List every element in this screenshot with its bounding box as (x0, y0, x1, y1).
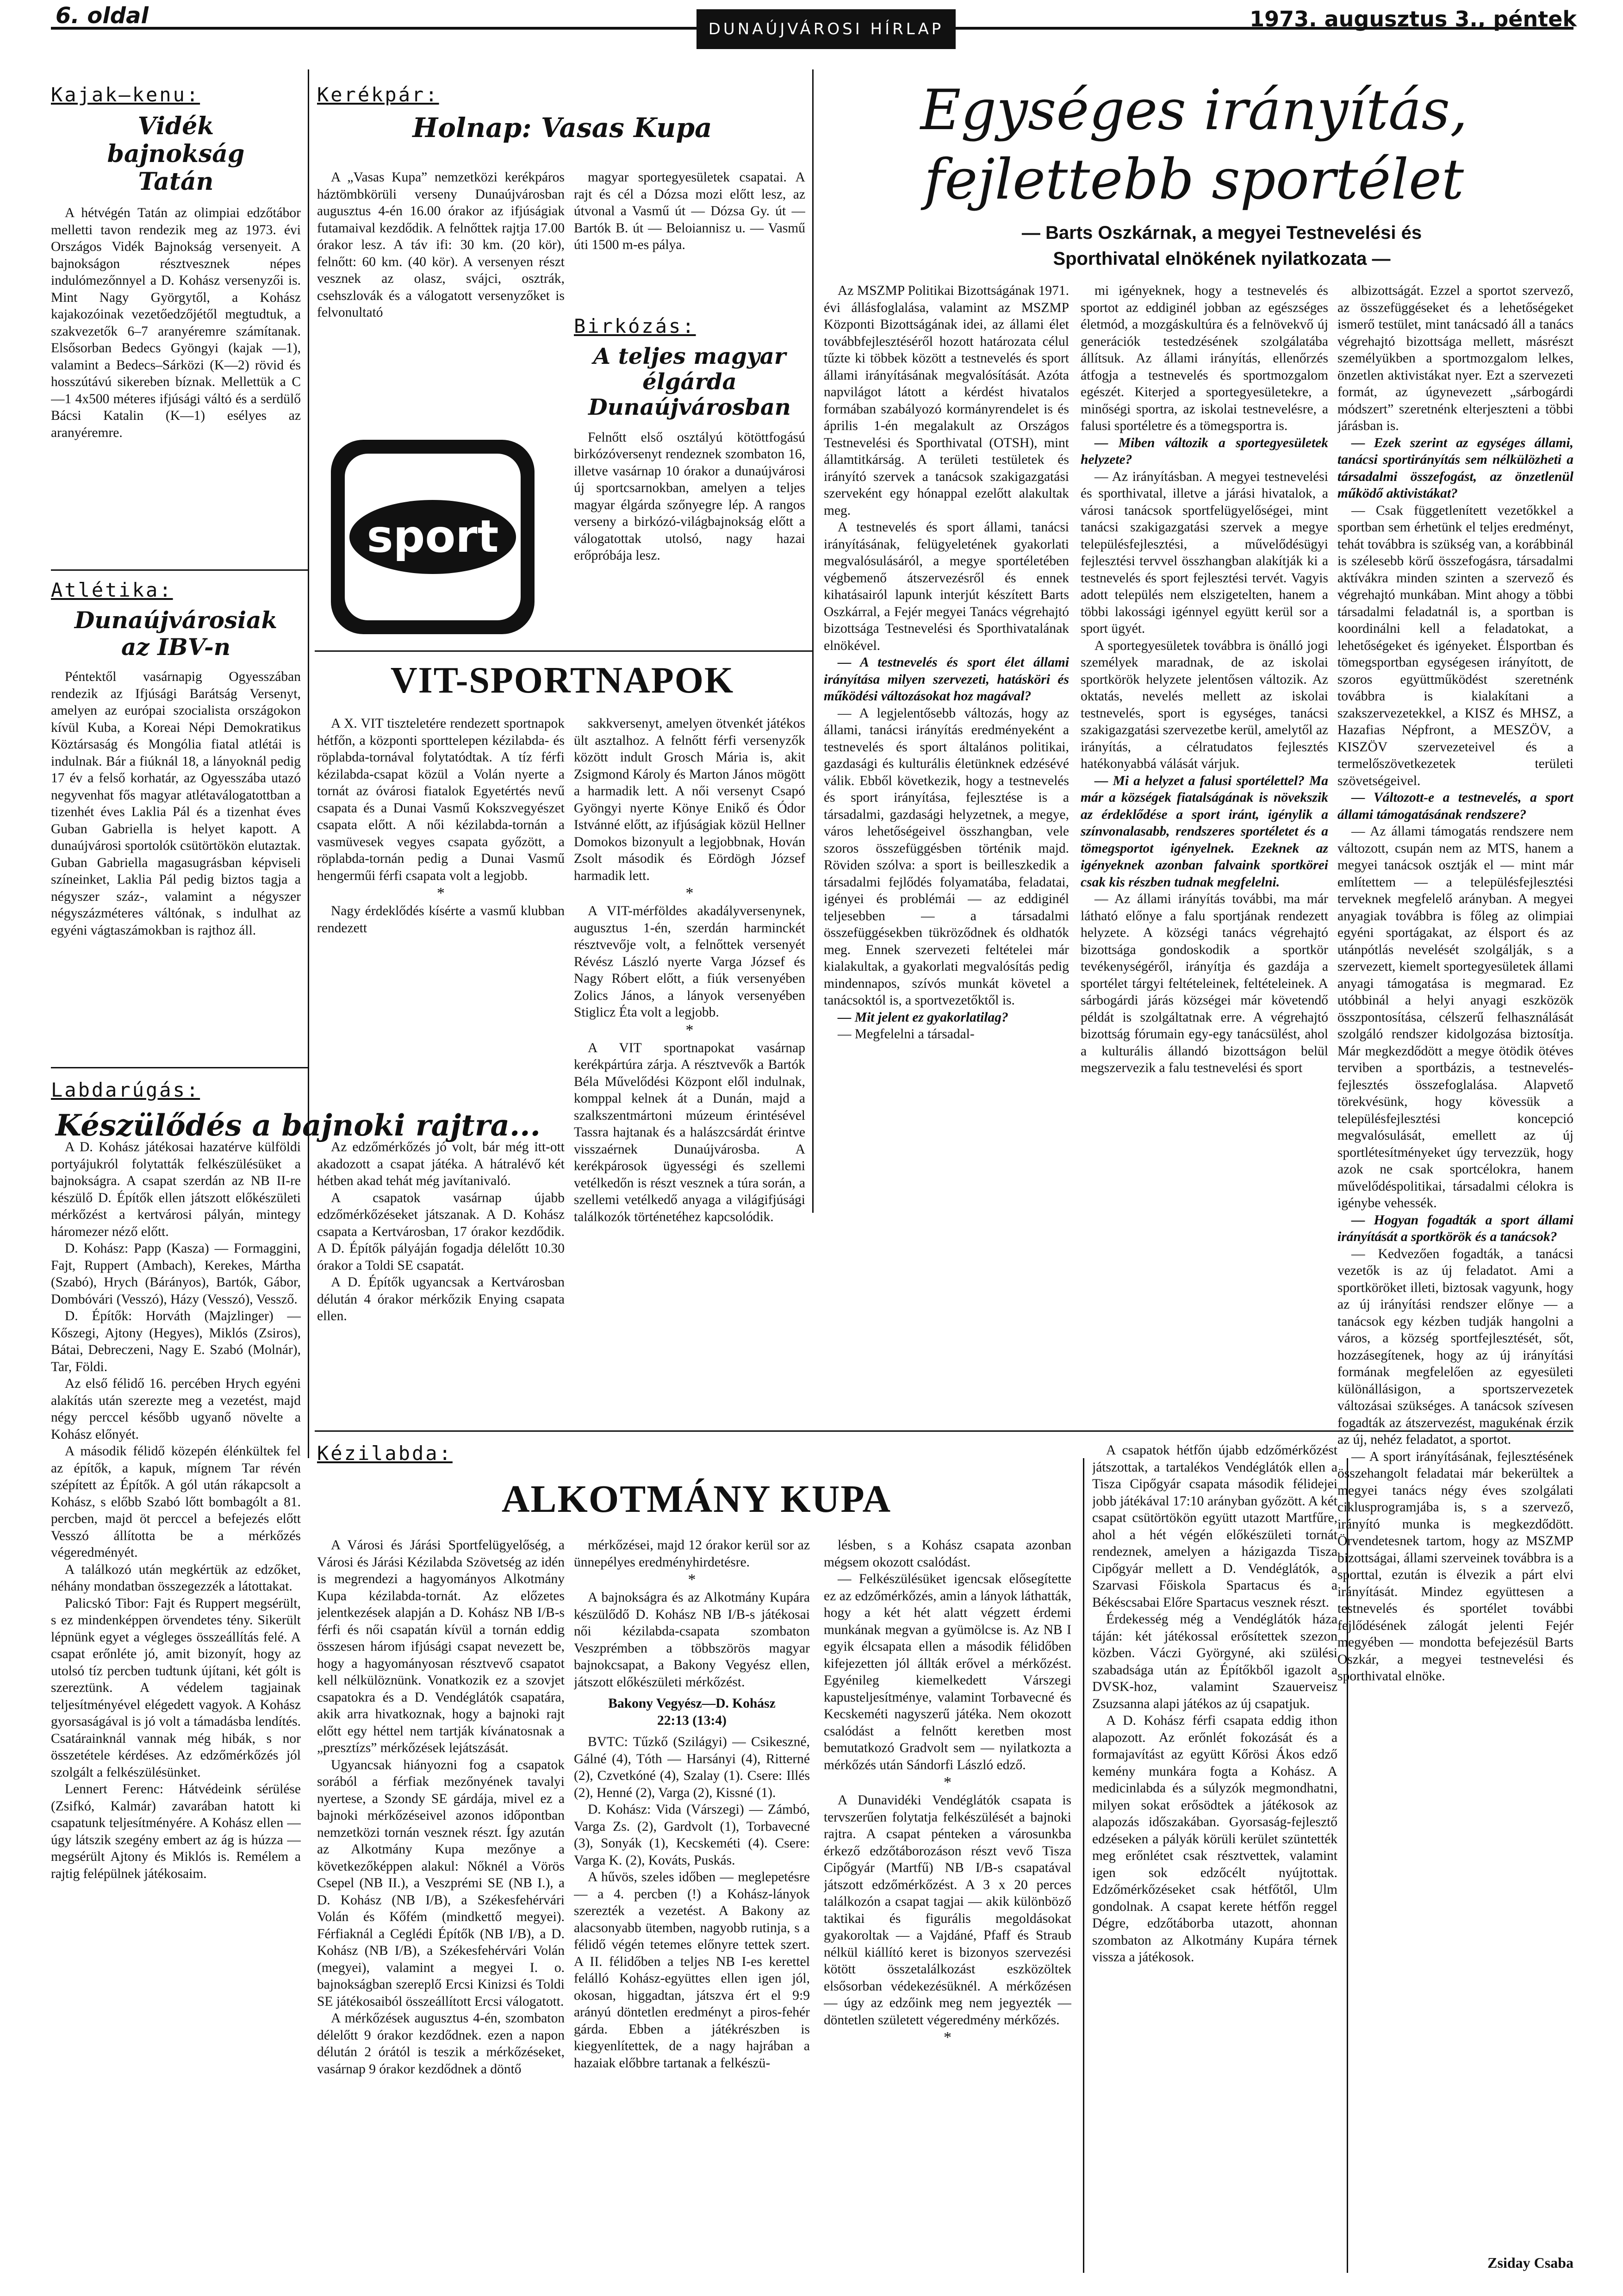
kezilabda-col2 (574, 1537, 810, 2273)
labdarugas-title: Készülődés a bajnoki rajtra... (56, 1108, 541, 1143)
paragraph: Lennert Ferenc: Hátvédeink sérülése (Zsifkó, Kalmár) zavarában hatott ki csapatunk teljesítményére. A Kohász ellen — úgy látszik szegény embert az ág is húzza — megsérült Ajtony és Miklós is. Remélem a rajtig felépülnek játékosaim. (51, 1782, 301, 1881)
question: — Mit jelent ez gyakorlatilag? (838, 1010, 1008, 1025)
paragraph: magyar sportegyesületek csapatai. A rajt és cél a Dózsa mozi előtt lesz, az útvonal a Vasmű út — Dózsa Gy. út — Bartók B. út — Beloiannisz u. — Vasmű úti 1500 m-es pálya. (574, 170, 805, 252)
question: — Miben változik a sportegyesületek helyzete? (1081, 435, 1328, 467)
column-rule (1083, 1458, 1084, 2273)
paragraph: — Kedvezően fogadták, a tanácsi vezetők is az új feladatot. Ami a sportköröket illeti, biztosak vagyunk, hogy az új irányítási rendszer előnye — a tanácsok egy kézben tudják hangolni a város, a község sportfejlesztését, sőt, hozzásegítenek, hogy az új irányítási formának megfelelően az egyesületi különállásigon, a sportszervezetek változásai szükséges. A tanácsok szívesen fogadták az átszervezést, magukénak érzik az új, nehéz feladatot, a sportot. (1337, 1246, 1573, 1447)
paragraph: A találkozó után megkértük az edzőket, néhány mondatban összegezzék a látottakat. (51, 1562, 301, 1594)
interview-subtitle: — Barts Oszkárnak, a megyei Testnevelési és Sporthivatal elnökének nyilatkozata — (1021, 223, 1422, 269)
kajak-rubric: Kajak–kenu: (51, 83, 200, 106)
paragraph: A D. Kohász férfi csapata eddig ithon alapozott. Az erőnlét fokozását és a formajavítást az együtt Kőrösi Ákos edző kemény munkára fogta a Kohász. A medicinlabda és a súlyzók megmondhatni, milyen sokat erősödtek a játékosok az alapozás időszakában. Gyorsaság-fejlesztő edzéseken a pályák körüli kerület szüntették meg erőnlétet csak résztvettek, valamint igen sok edzőcélt nyújtottak. Edzőmérkőzéseket csak hétfőtől, Ulm gondolnak. A csapat kerete hétfőn reggel Dégre, edzőtáborba utazott, ahonnan szombaton az Alkotmány Kupára térnek vissza a játékosok. (1092, 1713, 1337, 1965)
score-title: Bakony Vegyész—D. Kohász (608, 1696, 776, 1711)
birkozas-title: A teljes magyar élgárda Dunaújvárosban (588, 343, 791, 421)
paragraph: — Csak függetlenített vezetőkkel a sportban sem érhetünk el teljes eredményt, tehát továbbra is szükség van, a korábbinál is szélesebb körű összefogásra, társadalmi aktívákra minden szinten a szervező és végrehajtó munkában. Mint ahogy a többi társadalmi feladatnál is, a sportban is koordinálni kell a feladatokat, a lehetőségeket és igényeket. Élsportban és tömegsportban egységesen irányított, de szoros együttműködést szeretnénk továbbra is kialakítani a szakszervezetekkel, a KISZ és MHSZ, a Hazafias Népfront, a MESZÖV, a KISZÖV szervezeteivel és a termelőszövetkezetek területi szövetségeivel. (1337, 503, 1573, 788)
star-separator: * (688, 1571, 696, 1588)
paragraph: A VIT-mérföldes akadályversenynek, augusztus 1-én, szerdán harminckét résztvevője volt, a felnőttek versenyét Révész László nyerte Varga József és Nagy Róbert előtt, a fiúk versenyében Zolics János, a lányok versenyében Stiglicz Éta volt a legjobb. (574, 904, 805, 1020)
paragraph: — Az állami támogatás rendszere nem változott, csupán nem az MTS, hanem a megyei tanácsok osztják el — mint már említettem — a településfejlesztési terveknek megfelelő arányban. A megyei anyagiak továbbra is főleg az olimpiai egyéni sportágakat, az élsport és az utánpótlás nevelését szolgálják, s a szervezett, kiemelt sportegyesületek állami anyagi támogatása is megmarad. Ez utóbbinál a helyi anyagi eszközök összpontosítása, célszerű felhasználását szolgáló rendszer kidolgozása biztosítja. Már megkezdődött a megye ötödik ötéves terviben a sportbázis, a testnevelés-fejlesztés összefoglalása. Alapvető törekvésünk, hogy kövessük a településfejlesztési koncepció megvalósulását, emellett az új sportlétesítményeket úgy tervezzük, hogy azok ne csak sportcélokra, hanem művelődéspolitikai, társadalmi célokra is igénybe vehessék. (1337, 824, 1573, 1210)
paragraph: A csapatok hétfőn újabb edzőmérkőzést játszottak, a tartalékos Vendéglátók ellen a Tisza Cipőgyár csapata második félidejei jobb játékával 17:10 arányban győzött. A két csapat csütörtökön együtt utazott Martfűre, ahol a hét végén előkészületi tornát rendeznek, amelyen a házigazda Tisza Cipőgyár mellett a D. Vendéglátók, a Szarvasi Főiskola Spartacus és a Békéscsabai Előre Spartacus vesznek részt. (1092, 1443, 1337, 1610)
paragraph: A bajnokságra és az Alkotmány Kupára készülődő D. Kohász NB I/B-s játékosai női kézilabda-csapata szombaton Veszprémben a többszörös magyar bajnokcsapat, a Bakony Vegyész ellen, játszott előkészületi mérkőzést. (574, 1590, 810, 1690)
question: — Ezek szerint az egységes állami, tanácsi sportirányítás sem nélkülözheti a társadalmi összefogást, az önzetlenül működő aktivistákat? (1337, 435, 1573, 501)
paragraph: Palicskó Tibor: Fajt és Ruppert megsérült, s ez mindenképpen örvendetes tény. Sikerült lépnünk egyet a végleges összeállítás felé. A csapat erőnléte jó, amit bizonyít, hogy az utolsó tíz percben tudtunk újítani, két gólt is szereztünk. A védelem tagjainak teljesítményével elégedett vagyok. A Kohász gyorsaságával is jó volt a támadásba lendítés. Csatárainknál vannak még hibák, s nor összetétele kérdéses. Az edzőmérkőzés jól szolgált a felkészülésünket. (51, 1596, 301, 1780)
issue-date: 1973. augusztus 3., péntek (1250, 6, 1577, 31)
star-separator: * (944, 1774, 951, 1791)
labdarugas-col2 (317, 1139, 565, 1416)
paragraph: mi igényeknek, hogy a testnevelés és sportot az eddiginél jobban az egészséges életmód, a mozgáskultúra és a felnövekvő új generációk testedzésének szolgálatába állítsuk. Az állami irányítás, ellenőrzés átfogja a testnevelés és sportmozgalom egészét. Kiterjed a sportegyesületekre, a minőségi sportra, az iskolai testnevelésre, a falusi sportéletre és a tömegsportra is. (1081, 283, 1328, 433)
birkozas-rubric: Birkózás: (574, 315, 696, 337)
birkozas-body (574, 429, 805, 564)
paragraph: A Városi és Járási Sportfelügyelőség, a Városi és Járási Kézilabda Szövetség az idén is megrendezi a hagyományos Alkotmány Kupa kézilabda-tornát. Az előzetes jelentkezések alapján a D. Kohász NB I/B-s férfi és női csapatán kívül a tornán eddig összesen három ifjúsági csapat nevezett be, hogy a hagyományosan résztvevő csapatot kell nélkülöznünk. Vonatkozik ez a szovjet csapatokra és a D. Vendéglátók csapatára, akik arra hivatkoznak, hogy a bajnoki rajt előtt egy héttel nem tartják kívánatosnak a „presztízs” mérkőzések lejátszását. (317, 1538, 565, 1755)
paragraph: A sportegyesületek továbbra is önálló jogi személyek maradnak, de az iskolai sportkörök helyzete jelentősen változik. Az oktatás, nevelés mellett az iskolai testnevelés, sport is egységes, tanácsi szakigazgatási szervezetbe kerül, amelytől az irányítás, a célratudatos fejlesztés hatékonyabbá válását várjuk. (1081, 638, 1328, 771)
masthead: DUNAÚJVÁROSI HÍRLAP (696, 9, 956, 49)
birkozas-article (574, 315, 805, 648)
interview-title-line2: fejlettebb sportélet (924, 148, 1464, 212)
paragraph: — Az állami irányítás további, ma már látható előnye a falu sportjának rendezett helyzete. A községi tanács végrehajtó bizottsága gondoskodik a sportkör tevékenységéről, irányítja és gazdája a sportélet tárgyi feltételeinek, feltételeinek. A sárbogárdi járás községei már követendő példát is szolgáltatnak erre. A végrehajtó bizottság fórumain egy-egy tanácsülést, ahol a kulturális állandó bizottságon belül megszervezik a falu testnevelési és sport (1081, 892, 1328, 1075)
paragraph: D. Kohász: Papp (Kasza) — Formaggini, Fajt, Ruppert (Ambach), Kerekes, Mártha (Szabó), Hrych (Bárányos), Bartók, Gábor, Dombóvári (Vesszó), Házy (Vesszó), Vessző. (51, 1241, 301, 1307)
kerekpar-title: Holnap: Vasas Kupa (412, 112, 712, 144)
kezilabda-col4 (1092, 1442, 1337, 2271)
paragraph: A X. VIT tiszteletére rendezett sportnapok hétfőn, a központi sporttelepen kézilabda- és röplabda-tornával folytatódtak. A tíz férfi kézilabda-csapat közül a Volán nyerte a tornát az óvárosi fiatalok Egyetértés nevű csapata és a Dunai Vasmű Kokszvegyészet csapata előtt. A női kézilabda-tornán a vasmüvesek vegyes csapata győzött, a röplabda-tornán pedig a Dunai Vasmű hengerműi férfi csapata volt a legjobb. (317, 716, 565, 883)
vit-title: VIT-SPORTNAPOK (390, 660, 734, 701)
paragraph: — Az irányításban. A megyei testnevelési és sporthivatal, illetve a járási hivatalok, a városi tanácsok sportfelügyelőségei, mint tanácsi szakigazgatási szervek a megye településfejlesztési, a művelődésügyi fejlesztési tervvel összhangban alakítják ki a testnevelés és sport fejlesztési tervét. Vagyis adott település nem elszigetelten, hanem a többi lakossági igénnyel együtt kerül sor a sport ügyét. (1081, 469, 1328, 636)
paragraph: Az MSZMP Politikai Bizottságának 1971. évi állásfoglalása, valamint az MSZMP Központi Bizottságának idei, az állami élet továbbfejlesztéséről hozott határozata célul tűzte ki többek között a testnevelés és sport állami irányításának megvalósítását. Azóta napvilágot látott a kérdést hivatalos formában szabályozó kormányrendelet is és április 1-én megalakult az Országos Testnevelési és Sporthivatal (OTSH), mint államtitkárság. A területi testületek és irányító szervek a tanácsok szakigazgatási szerveként egy hónappal ezelőtt alakultak meg. (824, 283, 1069, 518)
question: — A testnevelés és sport élet állami irányítása milyen szervezeti, hatásköri és működési változásokat hoz magával? (824, 655, 1069, 704)
vit-col1 (317, 715, 565, 1086)
question: — Mi a helyzet a falusi sportélettel? Ma már a községek fiatalságának is növekszik az érdeklődése a sport iránt, igénylik a színvonalasabb, rendszeres sportéletet és a tömegsportot igényelnek. Ezeknek az igényeknek azonban falvaink sportkörei csak kis részben tudnak megfelelni. (1081, 773, 1328, 890)
section-rule (315, 650, 812, 652)
paragraph: — A sport irányításának, fejlesztésének összehangolt feladatai már bekerültek a megyei tanács négy éves szolgálati ciklusprogramjába is, s a szervező, irányító munka is megkezdődött. Örvendetesnek tartom, hogy az MSZMP bizottságai, állami szerveinek továbbra is a sporttal, ezután is élvezik a párt elvi irányítását. Mindez együttesen a testnevelés és sportélet további fejlődésének zálogát jelenti Fejér megyében — mondotta befejezésül Barts Oszkár, a megyei testnevelési és sporthivatal elnöke. (1337, 1449, 1573, 1684)
birkozas-text: Felnőtt első osztályú kötöttfogású birkózóversenyt rendeznek szombaton 16, illetve vasárnap 10 órakor a dunaújvárosi új sportcsarnokban, amelyen a teljes magyar élgárda szőnyegre lép. A rangos verseny a birkózó-világbajnokság előtt a válogatottak utolsó, nagy hazai erőpróbája lesz. (574, 430, 805, 563)
paragraph: D. Építők: Horváth (Majzlinger) — Kőszegi, Ajtony (Hegyes), Miklós (Zsiros), Bátai, Debreczeni, Nagy E. Szabó (Molnár), Tar, Földi. (51, 1309, 301, 1374)
kezilabda-rubric-wrap (317, 1442, 453, 1465)
paragraph: Az első félidő 16. percében Hrych egyéni alakítás után szerezte meg a vezetést, majd négy perccel később ugyanő növelte a Kohász előnyét. (51, 1376, 301, 1442)
sport-logo (326, 435, 539, 639)
interview-title-line1: Egységes irányítás, (920, 78, 1468, 143)
kerekpar-col1 (317, 169, 565, 428)
kezilabda-title: ALKOTMÁNY KUPA (501, 1478, 892, 1521)
kajak-body (51, 205, 301, 441)
kajak-text: A hétvégén Tatán az olimpiai edzőtábor melletti tavon rendezik meg az 1973. évi Országos Vidék Bajnokság versenyeit. A bajnokságon résztvesznek népes indulómezőnnyel a D. Kohász versenyzői is. Mint Nagy Györgytől, a Kohász kajakozóinak vezetőedzőjétől megtudtuk, a szakvezetők 6–7 aranyéremre számítanak. Elsősorban Bedecs Gyöngyi (kajak —1), valamint a Bedecs–Sárközi (K—2) rövid és hosszútávú sikereben bíznak. Mellettük a C—1 4x500 méteres ifjúsági váltó és a serdülő Bácsi Katalin (K—1) esélyes az aranyéremre. (51, 206, 301, 440)
kerekpar-col2 (574, 169, 805, 308)
kerekpar-rubric: Kerékpár: (317, 83, 439, 106)
paragraph: — Megfelelni a társadal- (838, 1027, 975, 1042)
atletika-rubric: Atlétika: (51, 579, 173, 601)
question: — Változott-e a testnevelés, a sport állami támogatásának rendszere? (1337, 790, 1573, 822)
paragraph: A mérkőzések augusztus 4-én, szombaton délelőtt 9 órakor kezdődnek. ezen a napon délután 2 órától is teszik a mérkőzéseket, vasárnap 9 órakor kezdődnek a döntő (317, 2011, 565, 2077)
sport-logo-word: sport (367, 511, 499, 562)
labdarugas-col1 (51, 1139, 301, 2273)
kezilabda-rubric: Kézilabda: (317, 1442, 453, 1465)
paragraph: Ugyancsak hiányozni fog a csapatok sorából a férfiak mezőnyének tavalyi nyertese, a Szondy SE gárdája, mivel ez a bajnoki mérkőzéseivel azonos időpontban nemzetközi tornán vesznek részt. Így azután az Alkotmány Kupa mezőnye a következőképpen alakul: Nőknél a Vörös Csepel (NB II.), a Veszprémi SE (NB I.), a D. Kohász (NB I/B), a Székesfehérvári Volán és Kőfém (mindkettő megyei). Férfiaknál a Ceglédi Építők (NB I/B), a D. Kohász (NB I/B), a Székesfehérvári Volán (megyei), valamint a megyei I. o. bajnokságban szereplő Ercsi Kinizsi és Toldi SE játékosaiból összeállított Ercsi válogatott. (317, 1757, 565, 2009)
labdarugas-rubric: Labdarúgás: (51, 1079, 200, 1101)
interview-col2 (1081, 282, 1328, 1426)
page-number: 6. oldal (56, 3, 149, 29)
kajak-title: Vidék bajnokság Tatán (107, 112, 245, 196)
paragraph: Nagy érdeklődés kísérte a vasmű klubban rendezett (317, 904, 565, 936)
column-rule (812, 69, 814, 1213)
section-rule (51, 569, 308, 571)
paragraph: Érdekesség még a Vendéglátók háza táján: két játékossal erősítettek szezon közben. Váczi Györgyné, aki szülési szabadsága után az Építőkből igazolt a DVSK-hoz, valamint Szauerveisz Zsuzsanna alapi játékos az új csapatjuk. (1092, 1612, 1337, 1711)
paragraph: A „Vasas Kupa” nemzetközi kerékpáros háztömbkörüli verseny Dunaújvárosban augusztus 4-én 16.00 órakor az ifjúságiak futamaival kezdődik. A felnőttek rajtja 17.00 órakor lesz. A táv ifi: 30 km. (20 kör), felnőtt: 60 km. (40 kör). A versenyen részt vesznek az olasz, svájci, osztrák, csehszlovák és a válogatott versenyzőket is felvonultató (317, 170, 565, 320)
paragraph: albizottságát. Ezzel a sportot szervező, az összefüggéseket és a lehetőségeket ismerő testület, mint tanácsadó áll a tanács végrehajtó bizottsága mellett, másrészt személyükben a sportmozgalom lelkes, önzetlen aktivistákat nyer. Ezt a szervezeti formát, az úgynevezett „sárbogárdi módszert” szeretnénk elterjeszteni a többi járásban is. (1337, 283, 1573, 433)
paragraph: mérkőzései, majd 12 órakor kerül sor az ünnepélyes eredményhirdetésre. (574, 1538, 810, 1570)
paragraph: — A legjelentősebb változás, hogy az állami, tanácsi irányítás eredményeként a testnevelés és sport általános politikai, gazdasági és kulturális életünknek edzésévé válik. Ebből következik, hogy a testnevelés és sport irányítása, fejlesztése is a társadalmi, gazdasági helyzetnek, a megye, város lehetőségeivel összhangban, vele szoros összefüggésben történik majd. Röviden szólva: a sport is beilleszkedik a társadalmi fejlődés folyamatába, feladatai, igényei és problémái — az eddiginél teljesebben — a társadalmi összefüggésekben tükröződnek és oldhatók meg. Ennek szervezeti feltételei már kialakultak, a gyakorlati megvalósítás pedig mindennapos, szívós munkát követel a tanácsoktól is, a sportvezetőktől is. (824, 705, 1069, 1008)
paragraph: A csapatok vasárnap újabb edzőmérkőzéseket játszanak. A D. Kohász csapata a Kertvárosban, 17 órakor kezdődik. A D. Építők pályáján fogadja délelőtt 10.30 órakor a Toldi SE csapatát. (317, 1190, 565, 1273)
kezilabda-col1 (317, 1537, 565, 2273)
atletika-article (51, 579, 301, 1062)
interview-col3 (1337, 282, 1573, 2254)
kezilabda-col3 (824, 1537, 1071, 2273)
paragraph: A testnevelés és sport állami, tanácsi irányításának, felügyeletének gyakorlati megvalósulásáról, a megye sportéletében végbemenő átszervezésről és ennek kihatásairól lapunk interjút készített Barts Oszkárral, a Fejér megyei Tanács végrehajtó bizottsága Testnevelési és Sporthivatalának elnökével. (824, 520, 1069, 653)
paragraph: A D. Építők ugyancsak a Kertvárosban délután 4 órakor mérkőzik Enying csapata ellen. (317, 1275, 565, 1323)
interview-col1 (824, 282, 1069, 1426)
paragraph: A második félidő közepén élénkültek fel az építők, a kapuk, mígnem Tar révén szépített az Építők. A gól után rákapcsolt a Kohász, s előbb Szabó lőtt bombagólt a 81. percben, majd öt perccel a befejezés előtt Vesszó állította be a mérkőzés végeredményét. (51, 1444, 301, 1560)
paragraph: A Dunavidéki Vendéglátók csapata is tervszerűen folytatja felkészülését a bajnoki rajtra. A csapat pénteken a városunkba érkező edzőtáborozáson részt vevő Tisza Cipőgyár (Martfű) NB I/B-s csapatával játszott edzőmérkőzést. A 3 x 20 perces találkozón a csapat tagjai — akik különböző taktikai és figurális megoldásokat gyakoroltak — a Vajdáné, Pfaff és Straub nélkül kiállító keret is bizonyos szervezési kötött összetalálkozást eszközöltek elsősorban védekezésüknél. A mérkőzésen — úgy az edzőink meg nem jegyezték — döntetlen született végeredmény mérkőzés. (824, 1793, 1071, 2028)
atletika-text: Péntektől vasárnapig Ogyesszában rendezik az Ifjúsági Barátság Versenyt, amelyen az európai szocialista országokon kívül Kuba, a Koreai Népi Demokratikus Köztársaság és Mongólia fiatal atlétái is indulnak. Bár a fiúknál 18, a lányoknál pedig 17 év a felső korhatár, az Ogyesszába utazó negyvenhat fős magyar atlétaválogatottban a tizenhét éves Laklia Pál és a tizenhat éves Guban Gabriella is helyet kapott. A dunaújvárosi sportolók csütörtökön elutaztak. Guban Gabriella magasugrásban képviseli színeinket, Laklia Pál pedig biztos tagja a négyszer száz-, valamint a négyszer négyszázméteres váltónak, s indulhat az egyéni vágtaszámokban is rajthoz áll. (51, 669, 301, 938)
paragraph: BVTC: Tűzkő (Szilágyi) — Csikeszné, Gálné (4), Tóth — Harsányi (4), Ritterné (2), Czvetkóné (4), Szalay (1). Csere: Illés (2), Henné (2), Varga (2), Kissné (1). (574, 1734, 810, 1800)
signature: Zsiday Csaba (1487, 2254, 1573, 2271)
paragraph: D. Kohász: Vida (Várszegi) — Zámbó, Varga Zs. (2), Gardvolt (1), Torbavecné (3), Sonyák (1), Kecskeméti (4). Csere: Varga K. (2), Kováts, Puskás. (574, 1802, 810, 1868)
star-separator: * (685, 1021, 694, 1039)
paragraph: A VIT sportnapokat vasárnap kerékpártúra zárja. A résztvevők a Bartók Béla Művelődési Központ elől indulnak, komppal kelnek át a Dunán, majd a szalkszentmártoni múzeum érintésével Tassra hajtanak és a halászcsárdát érintve visszaérnek Dunaújvárosba. A kerékpárosok ügyességi és szellemi vetélkedőn is részt vesznek a túra során, a szellemi vetélkedő anyaga a világifjúsági találkozók történetéhez kapcsolódik. (574, 1040, 805, 1224)
paragraph: sakkversenyt, amelyen ötvenkét játékos ült asztalhoz. A felnőtt férfi versenyzők között indult Grosch Mária is, akit Zsigmond Károly és Marton János mögött a harmadik lett. A női versenyt Csapó Gyöngyi nyerte Könye Enikő és Ódor Istvánné előtt, az ifjúságiak közül Hellner Domokos bizonyult a legjobbnak, Hován Zsolt második és Eördögh József harmadik lett. (574, 716, 805, 883)
question: — Hogyan fogadták a sport állami irányítását a sportkörök és a tanácsok? (1337, 1212, 1573, 1244)
paragraph: Az edzőmérkőzés jó volt, bár még itt-ott akadozott a csapat játéka. A hátralévő két hétben akad tehát még javítanivaló. (317, 1140, 565, 1188)
paragraph: A hűvös, szeles időben — meglepetésre — a 4. percben (!) a Kohász-lányok szerezték a vezetést. A Bakony az alacsonyabb ütemben, nagyobb rutinja, s a félidő végén tetemes előnyre tettek szert. A II. félidőben a teljes NB I-es kerettel felálló Kohász-együttes ellen igen jól, okosan, higgadtan, játszva ért el 9:9 arányú döntetlen eredményt a piros-fehér gárda. Ebben a játékrészben is kiegyenlítettek, de a nagy hajrában a hazaiak előbbre tartanak a felkészü- (574, 1870, 810, 2071)
paragraph: A D. Kohász játékosai hazatérve külföldi portyájukról folytatták felkészülésüket a bajnokságra. A csapat szerdán az NB II-re készülő D. Építők ellen játszott előkészületi mérkőzést a kertvárosi pályán, mintegy háromezer néző előtt. (51, 1140, 301, 1239)
star-separator: * (437, 885, 445, 902)
star-separator: * (685, 885, 694, 902)
paragraph: lésben, s a Kohász csapata azonban mégsem okozott csalódást. (824, 1538, 1071, 1570)
paragraph: — Felkészülésüket igencsak elősegítette ez az edzőmérkőzés, amin a lányok láthatták, hogy a két hét alatt végzett érdemi munkának megvan a gyümölcse is. Az NB I egyik élcsapata ellen a második félidőben kifejezetten jól állták erővel a mérkőzést. Egyénileg kiemelkedett Várszegi kapusteljesítménye, valamint Torbavecné és Kecskeméti nagyszerű játéka. Nem okozott csalódást a felnőtt keretben most bemutatkozó Gradvolt sem — nyilatkozta a mérkőzés után Sándorfi László edző. (824, 1572, 1071, 1772)
section-rule (51, 1067, 308, 1068)
atletika-title: Dunaújvárosiak az IBV-n (74, 606, 278, 661)
star-separator: * (944, 2029, 951, 2046)
kajak-article (51, 83, 301, 565)
atletika-body (51, 668, 301, 939)
score: 22:13 (13:4) (657, 1713, 727, 1728)
vit-col2 (574, 715, 805, 1423)
